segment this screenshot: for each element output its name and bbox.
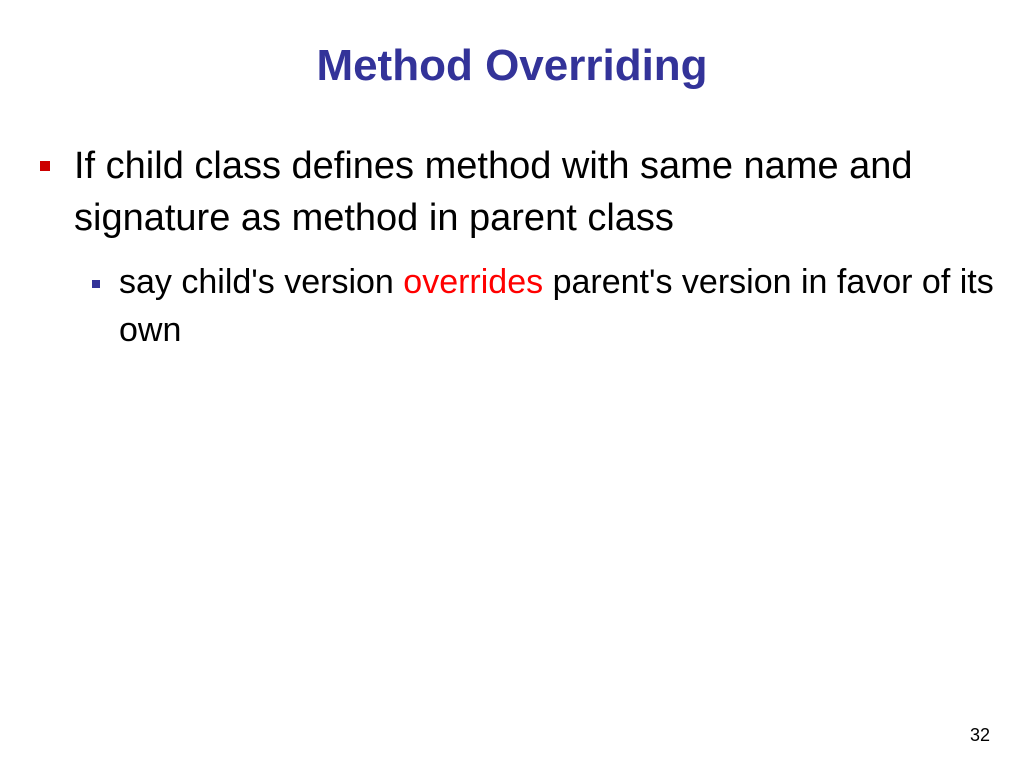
slide-title: Method Overriding [316, 41, 708, 90]
square-bullet-icon [40, 161, 50, 171]
emphasized-term: overrides [403, 263, 544, 301]
square-sub-bullet-icon [92, 280, 100, 288]
bullet-text-level-1: If child class defines method with same name and signature as method in parent class [74, 145, 913, 239]
bullet-text-level-2 [119, 258, 999, 354]
page-number: 32 [969, 725, 990, 745]
sub-bullet-text-before: say child's version [119, 263, 404, 301]
sub-bullet-text-after: parent's version in favor of its own [119, 263, 994, 349]
